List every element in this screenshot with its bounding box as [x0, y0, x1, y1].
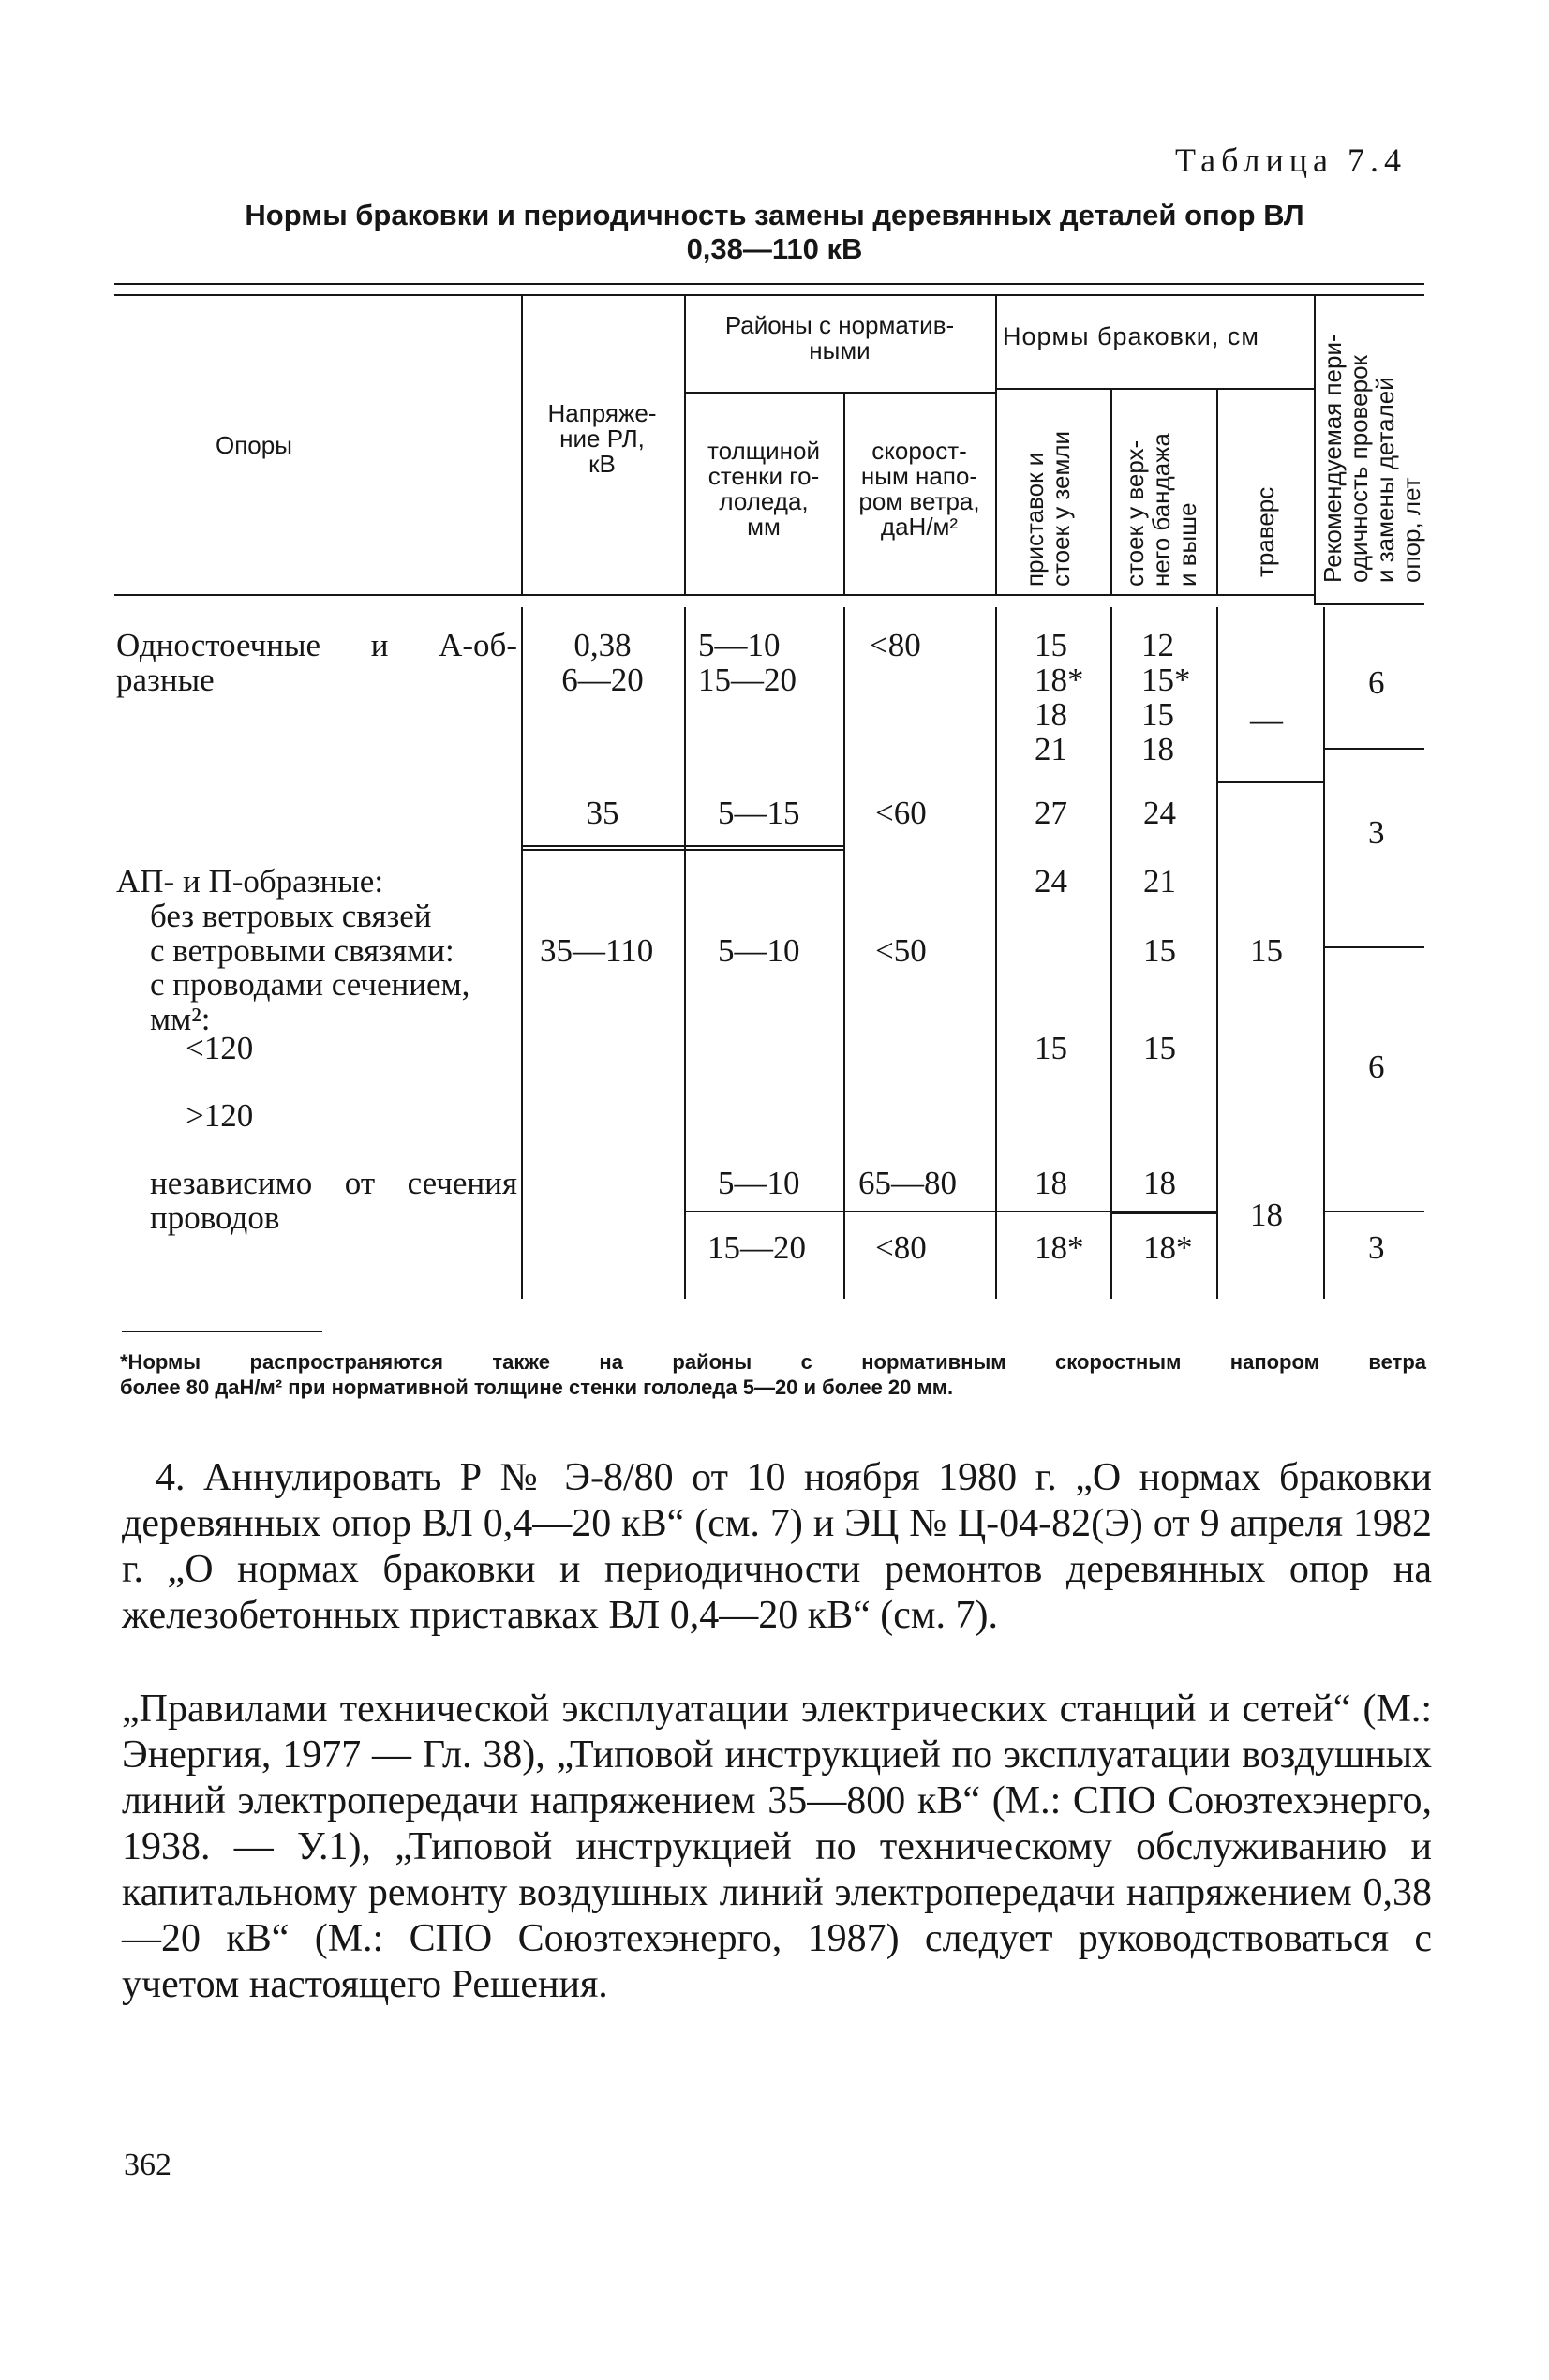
cell-ap-period: 6 — [1368, 1049, 1385, 1085]
cell-ind-wind-2: <80 — [875, 1229, 927, 1266]
cell-35-wind: <60 — [875, 795, 927, 831]
cell-35-ice: 5—15 — [718, 795, 800, 831]
cell-ap-voltage: 35—110 — [540, 932, 654, 969]
cell-ind-attach-1: 18 — [1035, 1165, 1067, 1201]
row-ap-no-wind: без ветровых связей — [150, 898, 432, 934]
cell-ap-upper-1: 21 — [1143, 863, 1176, 900]
header-wind-pressure: скорост- ным напо- ром ветра, даН/м² — [858, 437, 980, 541]
cell-ap-attach-3: 15 — [1035, 1030, 1067, 1066]
cell-single-wind: <80 — [870, 627, 921, 663]
header-supports: Опоры — [216, 431, 292, 459]
table-label: Таблица 7.4 — [1175, 141, 1407, 179]
row-ap-wires: с проводами сечением, мм²: — [150, 966, 470, 1037]
cell-single-ice: 5—10 15—20 — [698, 627, 797, 698]
cell-35-voltage: 35 — [586, 795, 619, 831]
cell-35-upper: 24 — [1143, 795, 1176, 831]
row-single-label: Одностоечные и А-об- разные — [116, 627, 517, 698]
cell-ind-wind-1: 65—80 — [858, 1165, 957, 1201]
cell-ind-upper-1: 18 — [1143, 1165, 1176, 1201]
cell-single-voltage: 0,38 6—20 — [561, 627, 644, 698]
cell-single-attach: 15 18* 18 21 — [1035, 627, 1084, 767]
row-ap-lt120: <120 — [186, 1030, 254, 1066]
header-norms: Нормы браковки, см — [1003, 322, 1259, 350]
cell-ap-upper-3: 15 — [1143, 1030, 1176, 1066]
cell-single-traverse: — — [1250, 702, 1283, 738]
page-number: 362 — [124, 2148, 171, 2182]
table-title-line2: 0,38—110 кВ — [686, 232, 863, 265]
cell-ind-ice-2: 15—20 — [707, 1229, 806, 1266]
footnote: *Нормы распространяются также на районы с нормативным скоростным напором ветра более 80 даН/м² при нормативной толщине стенки гололеда 5—20 и более 20 мм. — [120, 1350, 1426, 1399]
header-regions: Районы с норматив- ными — [724, 311, 955, 364]
footnote-rule — [122, 1331, 322, 1332]
row-ap-label: АП- и П-образные: — [116, 863, 384, 900]
cell-ap-attach-1: 24 — [1035, 863, 1067, 900]
cell-single-upper: 12 15* 15 18 — [1141, 627, 1191, 767]
header-voltage: Напряже- ние РЛ, кВ — [547, 399, 657, 478]
cell-35-attach: 27 — [1035, 795, 1067, 831]
paragraph-1: 4. Аннулировать Р № Э-8/80 от 10 ноября 1980 г. „О нормах браковки деревянных опор ВЛ 0,4—20 кВ“ (см. 7) и ЭЦ № Ц-04-82(Э) от 9 апреля 1982 г. „О нормах браковки и периодичности ремонтов деревянных опор на железобетонных приставках ВЛ 0,4—20 кВ“ (см. 7). — [122, 1456, 1432, 1637]
cell-ind-attach-2: 18* — [1035, 1229, 1084, 1266]
header-ice-thickness: толщиной стенки го- лоледа, мм — [707, 437, 820, 541]
cell-period-3a: 3 — [1368, 814, 1385, 851]
cell-ind-ice-1: 5—10 — [718, 1165, 800, 1201]
cell-ind-period: 3 — [1368, 1229, 1385, 1266]
cell-single-period: 6 — [1368, 664, 1385, 701]
row-ap-gt120: >120 — [186, 1097, 254, 1134]
cell-ap-traverse: 15 — [1250, 932, 1283, 969]
cell-ind-upper-2: 18* — [1143, 1229, 1193, 1266]
cell-ap-upper-2: 15 — [1143, 932, 1176, 969]
cell-ap-ice: 5—10 — [718, 932, 800, 969]
cell-ap-wind: <50 — [875, 932, 927, 969]
table-title-line1: Нормы браковки и периодичность замены деревянных деталей опор ВЛ — [245, 199, 1304, 231]
row-independent-label: независимо от сечения проводов — [150, 1165, 517, 1236]
paragraph-2: „Правилами технической эксплуатации электрических станций и сетей“ (М.: Энергия, 1977 — Гл. 38), „Типовой инструкцией по эксплуатации воздушных линий электропередачи напряжением 35—800 кВ“ (М.: СПО Союзтехэнерго, 1938. — У.1), „Типовой инструкцией по техническому обслуживанию и капитальному ремонту воздушных линий электропередачи напряжением 0,38—20 кВ“ (М.: СПО Союзтехэнерго, 1987) следует руководствоваться с учетом настоящего Решения. — [122, 1688, 1432, 2006]
row-ap-with-wind: с ветровыми связями: — [150, 932, 454, 969]
cell-ind-traverse: 18 — [1250, 1197, 1283, 1233]
